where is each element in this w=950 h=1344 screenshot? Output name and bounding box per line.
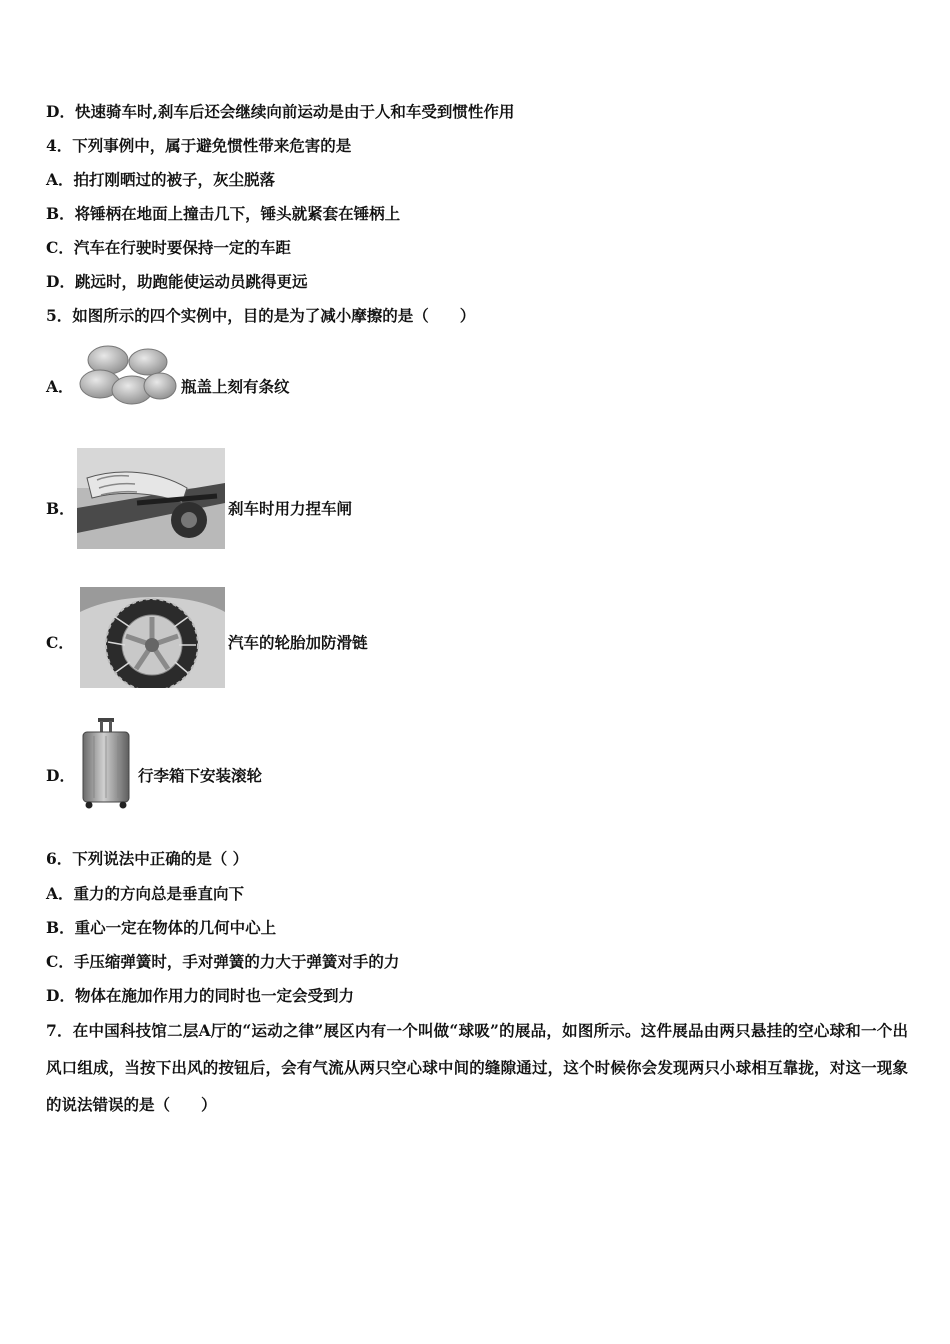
suitcase-image — [80, 716, 132, 810]
q5-option-c-caption: 汽车的轮胎加防滑链 — [228, 633, 368, 652]
q5-option-d-letter: D． — [46, 766, 75, 785]
q4-option-b: B．将锤柄在地面上撞击几下，锤头就紧套在锤柄上 — [46, 204, 401, 223]
q4-option-a: A．拍打刚晒过的被子，灰尘脱落 — [46, 170, 276, 189]
q7-stem: 7．在中国科技馆二层A厅的“运动之律”展区内有一个叫做“球吸”的展品，如图所示。这件展品由两只悬挂的空心球和一个出风口组成，当按下出风的按钮后，会有气流从两只空心球中间的缝隙通过，这个时候你会发现两只小球相互靠拢，对这一现象的说法错误的是（ ） — [46, 1021, 908, 1114]
q5-option-b-letter: B． — [46, 499, 75, 518]
q5-option-a-caption: 瓶盖上刻有条纹 — [181, 377, 290, 396]
q6-option-c: C．手压缩弹簧时，手对弹簧的力大于弹簧对手的力 — [46, 952, 400, 971]
q5-stem: 5．如图所示的四个实例中，目的是为了减小摩擦的是（ ） — [46, 306, 476, 325]
q6-option-b: B．重心一定在物体的几何中心上 — [46, 918, 277, 937]
q6-option-a: A．重力的方向总是垂直向下 — [46, 884, 245, 903]
q5-option-b-caption: 刹车时用力捏车闸 — [228, 499, 353, 518]
tire-chain-image — [80, 587, 225, 688]
q5-option-c-letter: C． — [46, 633, 74, 652]
q5-option-d-caption: 行李箱下安装滚轮 — [138, 766, 263, 785]
q4-option-d: D．跳远时，助跑能使运动员跳得更远 — [46, 272, 308, 291]
q6-option-d: D．物体在施加作用力的同时也一定会受到力 — [46, 986, 354, 1005]
bottle-caps-image — [76, 340, 178, 408]
bike-brake-image — [77, 448, 225, 549]
q4-stem: 4．下列事例中，属于避免惯性带来危害的是 — [46, 136, 352, 155]
q5-option-a-letter: A． — [46, 377, 74, 396]
q6-stem: 6．下列说法中正确的是（ ） — [46, 849, 249, 868]
q4-option-c: C．汽车在行驶时要保持一定的车距 — [46, 238, 291, 257]
q3-option-d: D．快速骑车时,刹车后还会继续向前运动是由于人和车受到惯性作用 — [46, 102, 515, 121]
